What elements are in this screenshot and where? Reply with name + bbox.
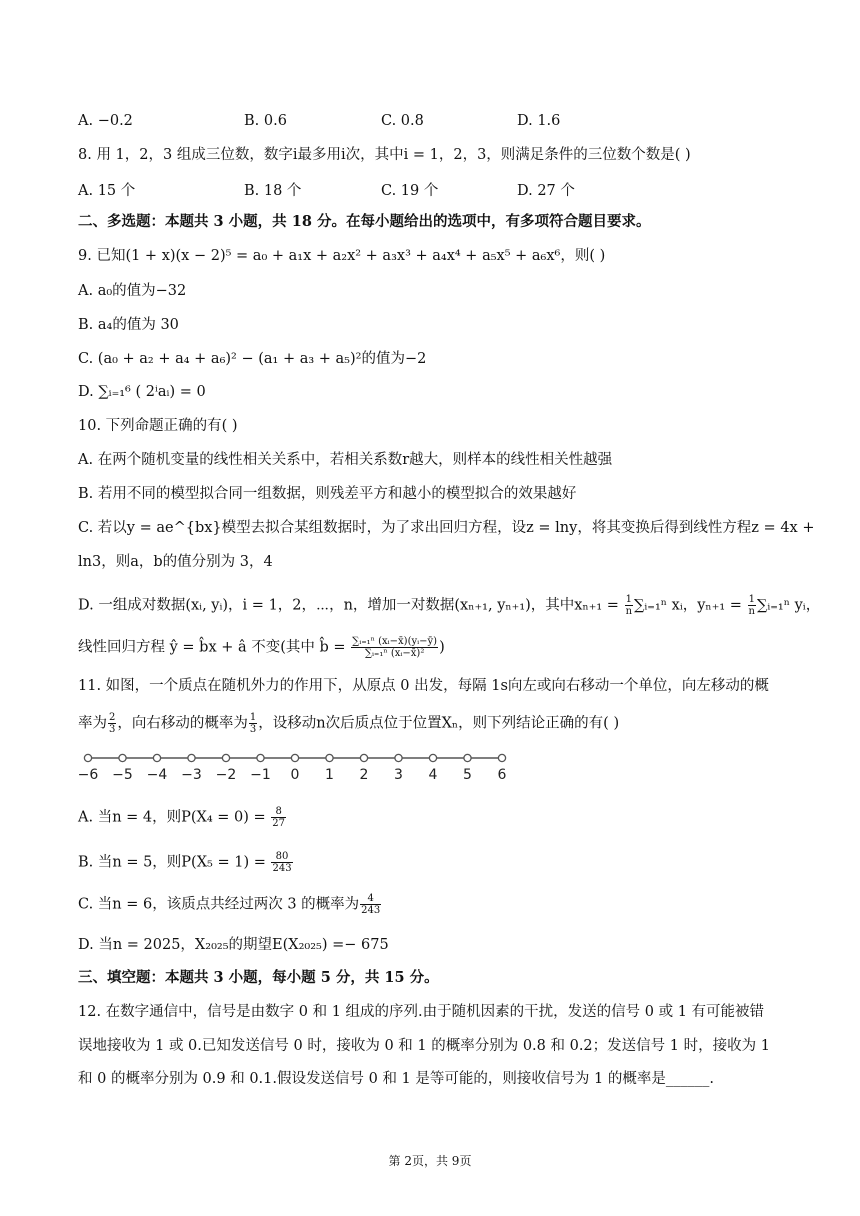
number-line-label: 2	[359, 767, 369, 783]
q10-option-a: A. 在两个随机变量的线性相关关系中，若相关系数r越大，则样本的线性相关性越强	[78, 452, 613, 468]
number-line-label: −1	[250, 767, 271, 783]
q11-option-c: C. 当n = 6，该质点共经过两次 3 的概率为 $\frac{4}{243}$	[78, 893, 381, 916]
q9-option-c: C. (a₀ + a₂ + a₄ + a₆)² − (a₁ + a₃ + a₅)²的值为−2	[78, 351, 427, 367]
q11-stem-line2: 率为 $\frac{2}{3}$ ，向右移动的概率为 $\frac{1}{3}$ ，设移动n次后质点位于位置Xₙ，则下列结论正确的有( )	[78, 712, 620, 735]
q11-option-a: A. 当n = 4，则P(X₄ = 0) = $\frac{8}{27}$	[78, 806, 286, 829]
number-line-point	[464, 754, 471, 761]
q8-option-a: A. 15 个	[78, 183, 136, 199]
q10-option-b: B. 若用不同的模型拟合同一组数据，则残差平方和越小的模型拟合的效果越好	[78, 486, 577, 502]
number-line-label: −4	[146, 767, 168, 783]
number-line-label: 1	[325, 767, 334, 783]
number-line-label: 6	[497, 767, 507, 783]
q8-option-d: D. 27 个	[517, 183, 575, 199]
q10-option-d-line2: 线性回归方程 ŷ = b̂x + â 不变(其中 b̂ = $\frac{\text{∑ᵢ₌₁ⁿ (xᵢ−x̄)(yᵢ−ȳ)}}{\text{∑ᵢ₌₁ⁿ (xᵢ−x̄)²}}$ )	[78, 636, 445, 659]
number-line-point	[395, 754, 402, 761]
q11-option-d: D. 当n = 2025，X₂₀₂₅的期望E(X₂₀₂₅) =− 675	[78, 937, 389, 953]
q11-option-b: B. 当n = 5，则P(X₅ = 1) = $\frac{80}{243}$	[78, 851, 292, 874]
q7-option-d: D. 1.6	[517, 113, 561, 129]
q8-option-c: C. 19 个	[381, 183, 439, 199]
q10-option-c-line2: ln3，则a，b的值分别为 3，4	[78, 554, 273, 570]
number-line-point	[257, 754, 264, 761]
number-line-point	[429, 754, 436, 761]
fraction-two-thirds: $\frac{2}{3}$	[109, 712, 116, 735]
fraction-one-third: $\frac{1}{3}$	[249, 712, 257, 735]
q10-option-c-line1: C. 若以y = ae^{bx}模型去拟合某组数据时，为了求出回归方程，设z = lny，将其变换后得到线性方程z = 4x +	[78, 520, 815, 536]
number-line-label: 5	[463, 767, 472, 783]
page-footer: 第 2页，共 9页	[388, 1154, 472, 1168]
q7-option-b: B. 0.6	[244, 113, 287, 129]
number-line-point	[498, 754, 505, 761]
number-line-label: 0	[290, 767, 300, 783]
number-line-label: 3	[394, 767, 403, 783]
number-line-label: −3	[181, 767, 202, 783]
number-line-label: −5	[112, 767, 133, 783]
number-line-point	[326, 754, 333, 761]
q8-option-b: B. 18 个	[244, 183, 302, 199]
number-line-label: 4	[428, 767, 438, 783]
q9-stem: 9. 已知(1 + x)(x − 2)⁵ = a₀ + a₁x + a₂x² + a₃x³ + a₄x⁴ + a₅x⁵ + a₆x⁶，则( )	[78, 248, 606, 264]
q7-option-c: C. 0.8	[381, 113, 424, 129]
number-line-figure	[76, 748, 516, 784]
number-line-point	[291, 754, 298, 761]
q9-option-b: B. a₄的值为 30	[78, 317, 179, 333]
q12-line1: 12. 在数字通信中，信号是由数字 0 和 1 组成的序列.由于随机因素的干扰，发送的信号 0 或 1 有可能被错	[78, 1004, 765, 1020]
number-line-point	[222, 754, 229, 761]
number-line-label: −2	[215, 767, 237, 783]
number-line-point	[153, 754, 160, 761]
fraction-b-hat-formula: $\frac{\text{∑ᵢ₌₁ⁿ (xᵢ−x̄)(yᵢ−ȳ)}}{\text{∑ᵢ₌₁ⁿ (xᵢ−x̄)²}}$	[352, 636, 438, 659]
q12-line2: 误地接收为 1 或 0.已知发送信号 0 时，接收为 0 和 1 的概率分别为 0.8 和 0.2；发送信号 1 时，接收为 1	[78, 1038, 770, 1054]
q9-option-a: A. a₀的值为−32	[78, 283, 187, 299]
q7-option-a: A. −0.2	[78, 113, 133, 129]
number-line-label: −6	[77, 767, 99, 783]
q12-line3: 和 0 的概率分别为 0.9 和 0.1.假设发送信号 0 和 1 是等可能的，则接收信号为 1 的概率是______.	[78, 1071, 714, 1087]
fraction-one-over-n: $\frac{1}{n}$	[625, 594, 633, 617]
number-line-point	[84, 754, 91, 761]
q10-option-d-line1: D. 一组成对数据(xᵢ, yᵢ)，i = 1，2，⋯，n，增加一对数据(xₙ₊₁, yₙ₊₁)，其中xₙ₊₁ = $\frac{1}{n}$ ∑ᵢ₌₁ⁿ xᵢ，yₙ₊₁ = $\frac{1}{n}$ ∑ᵢ₌₁ⁿ yᵢ，	[78, 594, 821, 617]
q11-stem-line1: 11. 如图，一个质点在随机外力的作用下，从原点 0 出发，每隔 1s向左或向右移动一个单位，向左移动的概	[78, 678, 769, 694]
section-fill-in-heading: 三、填空题：本题共 3 小题，每小题 5 分，共 15 分。	[78, 969, 439, 986]
section-multi-choice-heading: 二、多选题：本题共 3 小题，共 18 分。在每小题给出的选项中，有多项符合题目要求。	[78, 213, 651, 230]
number-line-point	[119, 754, 126, 761]
q8-stem: 8. 用 1，2，3 组成三位数，数字i最多用i次，其中i = 1，2，3，则满足条件的三位数个数是( )	[78, 147, 691, 163]
number-line-point	[188, 754, 195, 761]
q9-option-d: D. ∑ᵢ₌₁⁶ ( 2ⁱaᵢ) = 0	[78, 384, 206, 400]
q10-stem: 10. 下列命题正确的有( )	[78, 418, 238, 434]
number-line-point	[360, 754, 367, 761]
fraction-one-over-n: $\frac{1}{n}$	[748, 594, 755, 617]
